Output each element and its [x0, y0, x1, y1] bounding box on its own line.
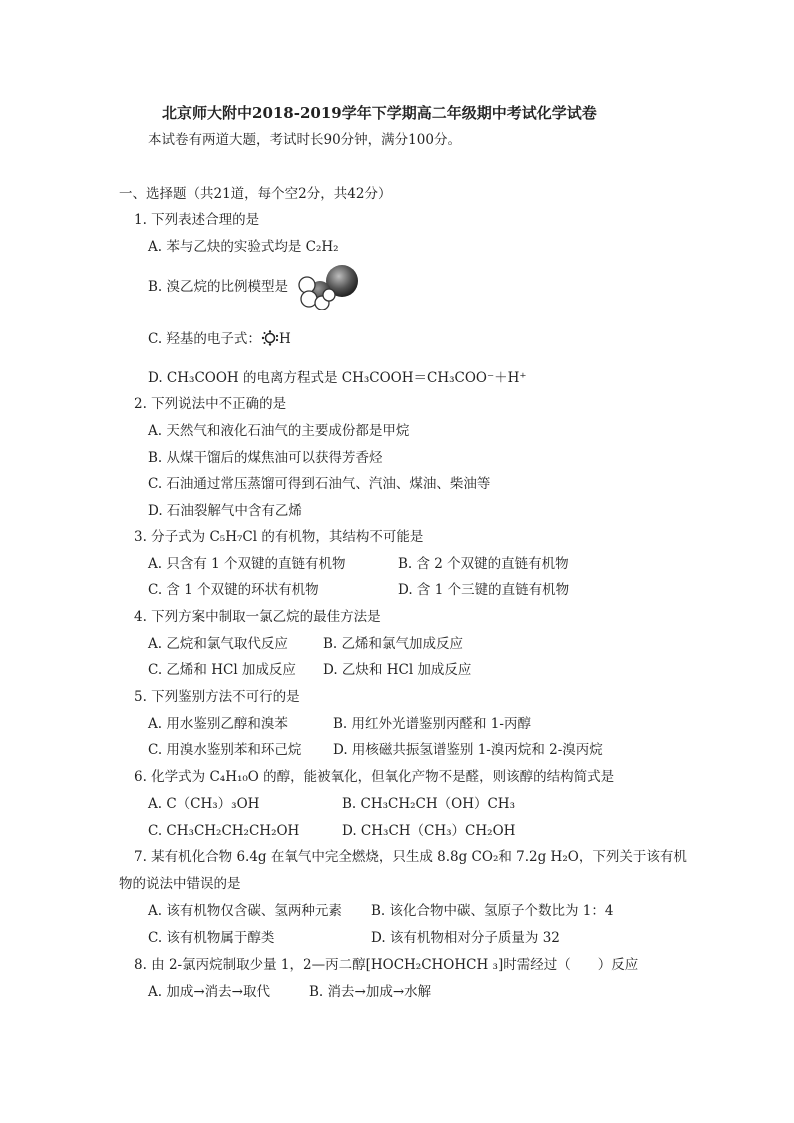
question-3-option-b: B. 含 2 个双键的直链有机物 — [398, 556, 569, 572]
question-1-option-c — [148, 330, 291, 348]
question-4-stem: 4. 下列方案中制取一氯乙烷的最佳方法是 — [134, 609, 381, 625]
question-1-option-c-text: C. 羟基的电子式： — [148, 331, 261, 347]
question-7-option-d: D. 该有机物相对分子质量为 32 — [371, 930, 560, 946]
question-6-stem: 6. 化学式为 C₄H₁₀O 的醇，能被氧化，但氧化产物不是醛，则该醇的结构简式是 — [134, 769, 615, 785]
question-8-option-a: A. 加成→消去→取代 — [148, 984, 270, 1000]
question-1-option-b: B. 溴乙烷的比例模型是 — [148, 279, 289, 295]
bromoethane-space-filling-model-icon — [296, 262, 360, 310]
exam-title: 北京师大附中2018-2019学年下学期高二年级期中考试化学试卷 — [162, 104, 597, 122]
question-2-option-b: B. 从煤干馏后的煤焦油可以获得芳香烃 — [148, 450, 383, 466]
question-7-option-c: C. 该有机物属于醇类 — [148, 930, 275, 946]
question-5-option-d: D. 用核磁共振氢谱鉴别 1-溴丙烷和 2-溴丙烷 — [333, 742, 603, 758]
question-3-stem: 3. 分子式为 C₅H₇Cl 的有机物，其结构不可能是 — [134, 529, 424, 545]
question-6-option-a: A. C（CH₃）₃OH — [148, 796, 260, 812]
question-6-option-c: C. CH₃CH₂CH₂CH₂OH — [148, 823, 300, 839]
question-4-option-d: D. 乙炔和 HCl 加成反应 — [323, 662, 472, 678]
question-1-option-d: D. CH₃COOH 的电离方程式是 CH₃COOH＝CH₃COO⁻＋H⁺ — [148, 370, 527, 386]
question-7-option-a: A. 该有机物仅含碳、氢两种元素 — [148, 903, 342, 919]
question-3-option-d: D. 含 1 个三键的直链有机物 — [398, 582, 570, 598]
question-5-stem: 5. 下列鉴别方法不可行的是 — [134, 689, 300, 705]
question-6-option-b: B. CH₃CH₂CH（OH）CH₃ — [342, 796, 515, 812]
question-2-option-c: C. 石油通过常压蒸馏可得到石油气、汽油、煤油、柴油等 — [148, 476, 491, 492]
question-5-option-b: B. 用红外光谱鉴别丙醛和 1-丙醇 — [333, 716, 531, 732]
question-2-stem: 2. 下列说法中不正确的是 — [134, 396, 287, 412]
question-4-option-c: C. 乙烯和 HCl 加成反应 — [148, 662, 296, 678]
section-heading: 一、选择题（共21道，每个空2分，共42分） — [119, 186, 392, 202]
question-6-option-d: D. CH₃CH（CH₃）CH₂OH — [342, 823, 516, 839]
question-2-option-d: D. 石油裂解气中含有乙烯 — [148, 503, 302, 519]
question-8-stem: 8. 由 2-氯丙烷制取少量 1，2—丙二醇[HOCH₂CHOHCH ₃]时需经过（ ）反应 — [134, 957, 639, 973]
question-1-stem: 1. 下列表述合理的是 — [134, 212, 260, 228]
question-3-option-a: A. 只含有 1 个双键的直链有机物 — [148, 556, 346, 572]
hydroxyl-electron-dot-icon — [261, 330, 279, 346]
question-2-option-a: A. 天然气和液化石油气的主要成份都是甲烷 — [148, 423, 410, 439]
question-7-stem-line-2: 物的说法中错误的是 — [119, 876, 241, 892]
question-8-option-b: B. 消去→加成→水解 — [309, 984, 432, 1000]
question-4-option-b: B. 乙烯和氯气加成反应 — [323, 636, 464, 652]
question-5-option-a: A. 用水鉴别乙醇和溴苯 — [148, 716, 288, 732]
question-3-option-c: C. 含 1 个双键的环状有机物 — [148, 582, 319, 598]
hydroxyl-hydrogen-symbol: H — [278, 331, 291, 347]
exam-intro: 本试卷有两道大题，考试时长90分钟，满分100分。 — [148, 132, 461, 148]
question-7-stem-line-1: 7. 某有机化合物 6.4g 在氧气中完全燃烧，只生成 8.8g CO₂和 7.2g H₂O，下列关于该有机 — [134, 849, 687, 865]
question-5-option-c: C. 用溴水鉴别苯和环己烷 — [148, 742, 302, 758]
question-1-option-a: A. 苯与乙炔的实验式均是 C₂H₂ — [148, 239, 339, 255]
question-4-option-a: A. 乙烷和氯气取代反应 — [148, 636, 288, 652]
question-7-option-b: B. 该化合物中碳、氢原子个数比为 1：4 — [371, 903, 614, 919]
